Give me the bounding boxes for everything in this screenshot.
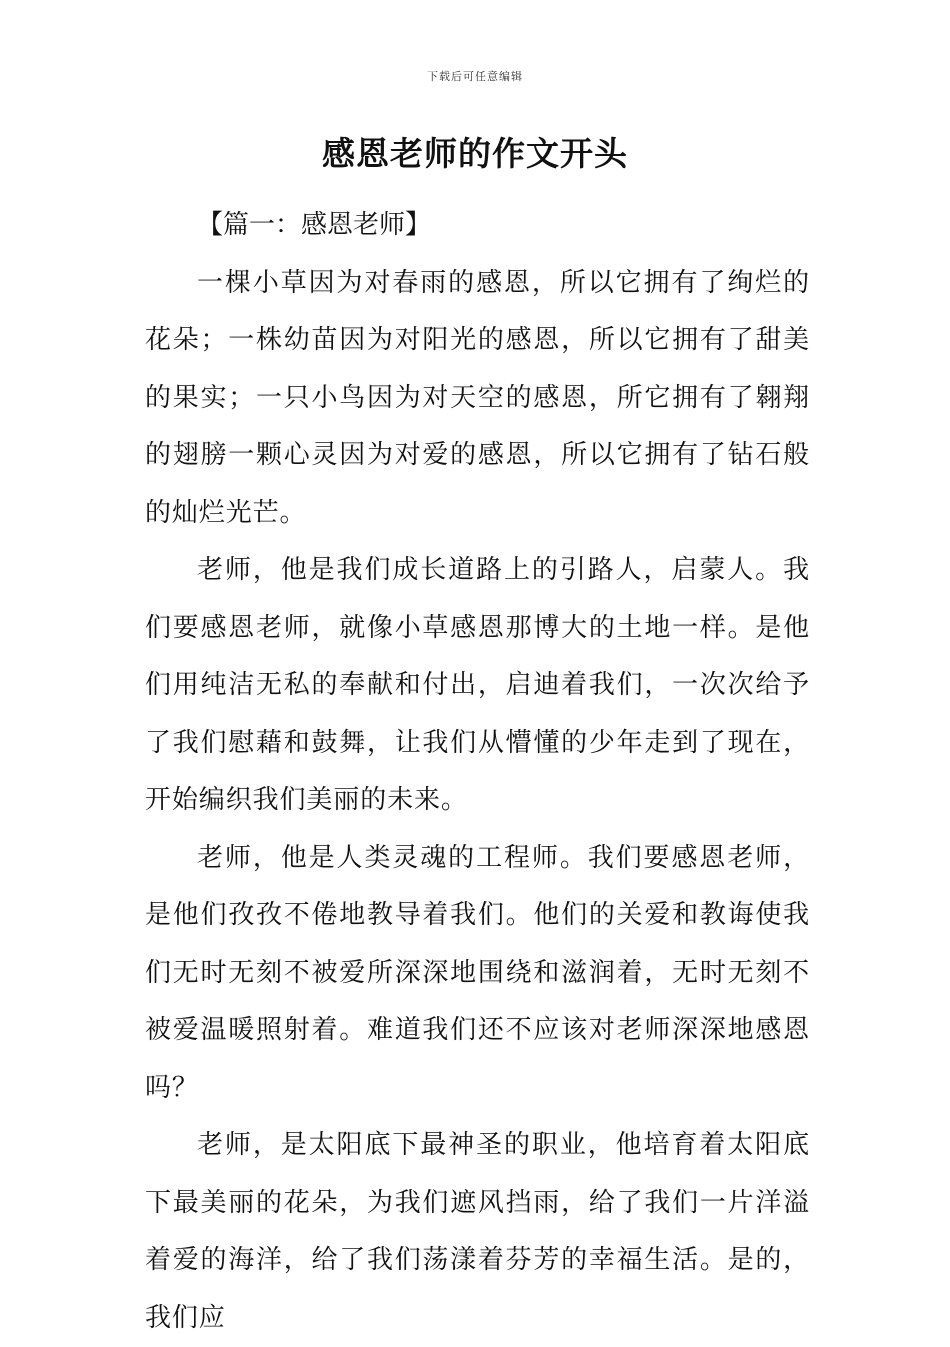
- paragraph-1: 一棵小草因为对春雨的感恩，所以它拥有了绚烂的花朵；一株幼苗因为对阳光的感恩，所以它拥有了甜美的果实；一只小鸟因为对天空的感恩，所它拥有了翱翔的翅膀一颗心灵因为对爱的感恩，所以它拥有了钻石般的灿烂光芒。: [145, 267, 810, 528]
- header-note: 下载后可任意编辑: [427, 70, 523, 83]
- document-body: [145, 197, 810, 1347]
- paragraph-3: 老师，他是人类灵魂的工程师。我们要感恩老师，是他们孜孜不倦地教导着我们。他们的关爱和教诲使我们无时无刻不被爱所深深地围绕和滋润着，无时无刻不被爱温暖照射着。难道我们还不应该对老师深深地感恩吗？: [145, 842, 810, 1103]
- document-title: 感恩老师的作文开头: [322, 134, 628, 173]
- section-heading: 【篇一：感恩老师】: [197, 210, 432, 240]
- paragraph-2: 老师，他是我们成长道路上的引路人，启蒙人。我们要感恩老师，就像小草感恩那博大的土地一样。是他们用纯洁无私的奉献和付出，启迪着我们，一次次给予了我们慰藉和鼓舞，让我们从懵懂的少年走到了现在，开始编织我们美丽的未来。: [145, 555, 810, 815]
- paragraph-4: 老师，是太阳底下最神圣的职业，他培育着太阳底下最美丽的花朵，为我们遮风挡雨，给了我们一片洋溢着爱的海洋，给了我们荡漾着芬芳的幸福生活。是的，我们应: [145, 1130, 810, 1333]
